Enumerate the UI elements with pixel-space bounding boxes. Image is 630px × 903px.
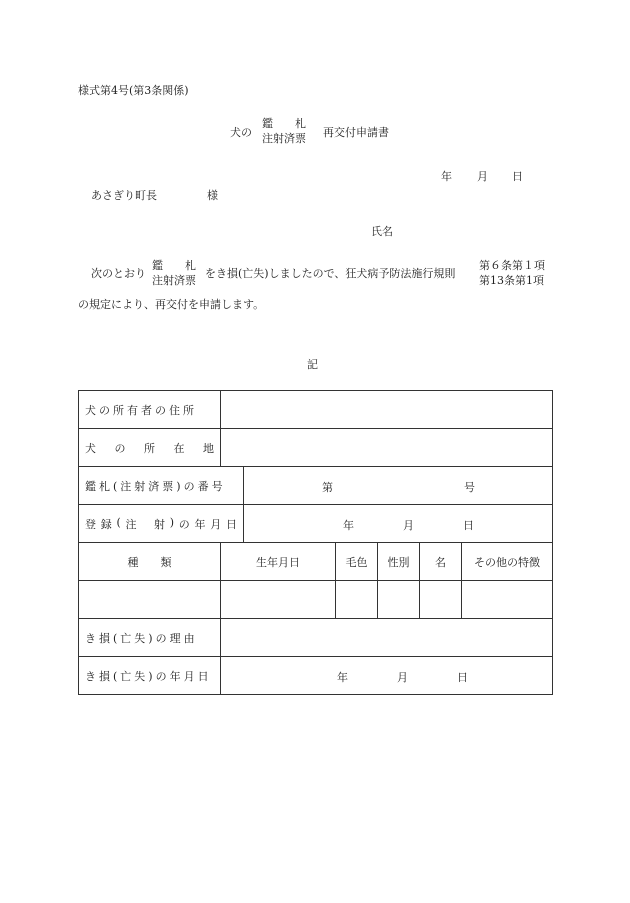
body-articles xyxy=(479,258,545,288)
body-pre: 次のとおり xyxy=(91,267,146,280)
field-breed[interactable] xyxy=(79,581,221,619)
row-dog-header xyxy=(79,543,553,581)
reg-day: 日 xyxy=(463,518,474,532)
header-sex: 性別 xyxy=(378,543,420,581)
label-owner-address: 犬の所有者の住所 xyxy=(79,391,221,429)
title-options xyxy=(262,116,306,146)
row-damage-date xyxy=(79,657,553,695)
body-option-injection: 注射済票 xyxy=(152,274,196,287)
body-line2: の規定により、再交付を申請します。 xyxy=(78,298,265,311)
reg-year: 年 xyxy=(343,518,354,532)
header-coat-color: 毛色 xyxy=(336,543,378,581)
title-suffix: 再交付申請書 xyxy=(323,126,389,139)
title-option-injection: 注射済票 xyxy=(262,132,306,145)
header-features: その他の特徴 xyxy=(462,543,553,581)
dmg-day: 日 xyxy=(457,670,468,684)
label-damage-reason: き損(亡失)の理由 xyxy=(79,619,221,657)
label-tag-number: 鑑札(注射済票)の番号 xyxy=(79,467,244,505)
row-owner-address xyxy=(79,391,553,429)
field-damage-date[interactable] xyxy=(221,657,553,695)
field-location[interactable] xyxy=(221,429,553,467)
field-sex[interactable] xyxy=(378,581,420,619)
header-birthdate: 生年月日 xyxy=(221,543,336,581)
body-mid: をき損(亡失)しましたので、狂犬病予防法施行規則 xyxy=(205,267,456,280)
field-damage-reason[interactable] xyxy=(221,619,553,657)
header-breed: 種 類 xyxy=(79,543,221,581)
reg-month: 月 xyxy=(403,518,414,532)
body-options xyxy=(152,258,196,288)
tag-go: 号 xyxy=(464,480,475,494)
date-day: 日 xyxy=(512,170,523,183)
row-damage-reason xyxy=(79,619,553,657)
field-owner-address[interactable] xyxy=(221,391,553,429)
label-registration-date: 登 録 ( 注 射 ) の 年 月 日 xyxy=(79,505,244,543)
field-registration-date[interactable] xyxy=(244,505,553,543)
row-registration-date xyxy=(79,505,553,543)
dmg-month: 月 xyxy=(397,670,408,684)
field-dog-name[interactable] xyxy=(420,581,462,619)
row-dog-values xyxy=(79,581,553,619)
date-year: 年 xyxy=(441,170,452,183)
recipient: あさぎり町長 xyxy=(91,189,157,202)
applicant-name-label: 氏名 xyxy=(371,225,393,238)
body-option-tag: 鑑 札 xyxy=(152,259,196,272)
article-13: 第13条第1項 xyxy=(479,274,544,287)
field-tag-number[interactable] xyxy=(244,467,553,505)
title-prefix: 犬の xyxy=(230,126,252,139)
tag-dai: 第 xyxy=(322,480,333,494)
field-birthdate[interactable] xyxy=(221,581,336,619)
ki-heading: 記 xyxy=(307,358,318,371)
row-location xyxy=(79,429,553,467)
field-features[interactable] xyxy=(462,581,553,619)
date-month: 月 xyxy=(477,170,488,183)
title-option-tag: 鑑 札 xyxy=(262,117,306,130)
form-number: 様式第4号(第3条関係) xyxy=(78,84,189,97)
label-damage-date: き損(亡失)の年月日 xyxy=(79,657,221,695)
article-6: 第６条第１項 xyxy=(479,259,545,272)
honorific: 様 xyxy=(207,189,218,202)
registration-table xyxy=(78,390,553,695)
field-coat-color[interactable] xyxy=(336,581,378,619)
dmg-year: 年 xyxy=(337,670,348,684)
label-location: 犬 の 所 在 地 xyxy=(79,429,221,467)
header-name: 名 xyxy=(420,543,462,581)
row-tag-number xyxy=(79,467,553,505)
